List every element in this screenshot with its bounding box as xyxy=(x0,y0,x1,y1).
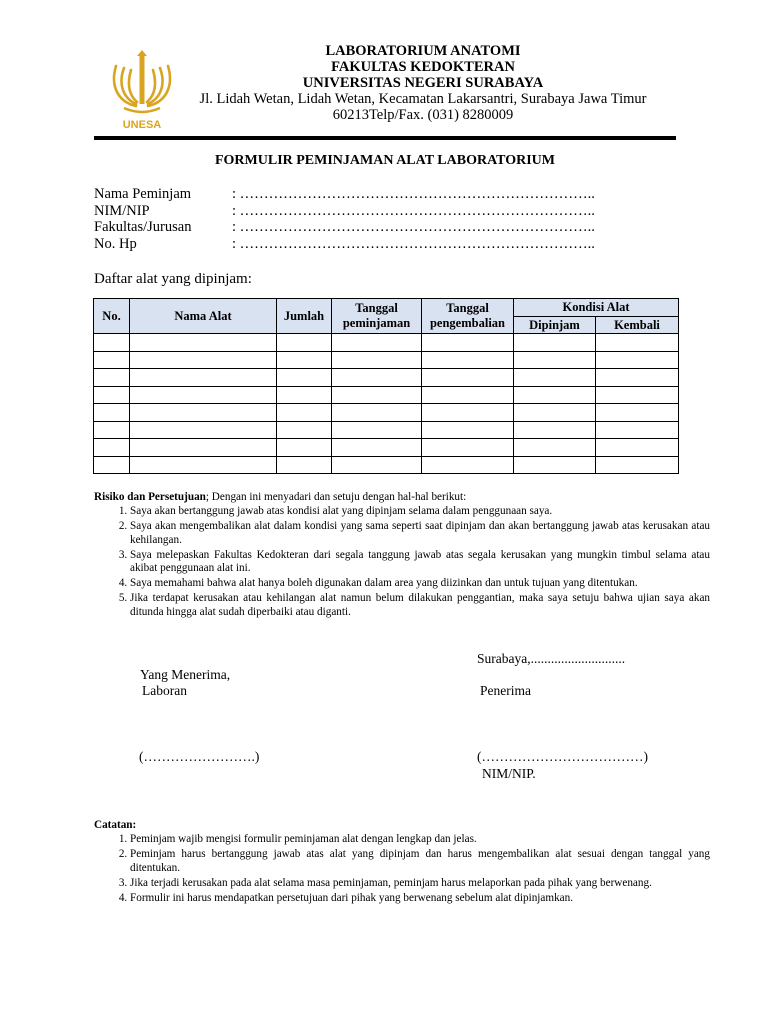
equipment-table xyxy=(93,298,679,474)
table-cell[interactable] xyxy=(596,439,679,457)
field-dots: : ……………………………………………………………….. xyxy=(232,186,595,202)
table-cell[interactable] xyxy=(277,369,332,387)
header-quantity: Jumlah xyxy=(277,299,332,334)
table-row xyxy=(94,351,679,369)
table-cell[interactable] xyxy=(130,456,277,474)
table-cell[interactable] xyxy=(332,439,422,457)
table-cell[interactable] xyxy=(596,369,679,387)
table-cell[interactable] xyxy=(514,456,596,474)
table-cell[interactable] xyxy=(514,369,596,387)
table-cell[interactable] xyxy=(130,334,277,352)
header-borrow-date-line1: Tanggal xyxy=(355,301,398,315)
field-nim-nip[interactable] xyxy=(94,203,595,220)
header-condition: Kondisi Alat xyxy=(514,299,679,317)
risk-item: 3. Saya melepaskan Fakultas Kedokteran dari segala tanggung jawab atas segala kerusakan yang mungkin timbul selama atau akibat penggunaan alat ini. xyxy=(130,549,710,576)
table-cell[interactable] xyxy=(514,421,596,439)
risk-title-bold: Risiko dan Persetujuan xyxy=(94,491,206,503)
table-cell[interactable] xyxy=(94,421,130,439)
table-cell[interactable] xyxy=(422,456,514,474)
table-cell[interactable] xyxy=(130,369,277,387)
table-cell[interactable] xyxy=(130,439,277,457)
table-cell[interactable] xyxy=(596,386,679,404)
table-cell[interactable] xyxy=(332,369,422,387)
note-item: 2. Peminjam harus bertanggung jawab atas alat yang dipinjam dan harus mengembalikan alat sesuai dengan tanggal yang ditentukan. xyxy=(130,848,710,875)
table-cell[interactable] xyxy=(422,369,514,387)
faculty-name: FAKULTAS KEDOKTERAN xyxy=(331,59,515,75)
table-cell[interactable] xyxy=(94,404,130,422)
left-signer-role: Laboran xyxy=(142,683,187,698)
table-cell[interactable] xyxy=(332,386,422,404)
table-cell[interactable] xyxy=(422,386,514,404)
table-cell[interactable] xyxy=(514,404,596,422)
left-signer-title: Yang Menerima, xyxy=(140,667,231,682)
institution-header xyxy=(184,43,662,123)
table-cell[interactable] xyxy=(277,456,332,474)
table-cell[interactable] xyxy=(130,404,277,422)
table-cell[interactable] xyxy=(277,351,332,369)
logo-text: UNESA xyxy=(122,119,162,131)
university-name: UNIVERSITAS NEGERI SURABAYA xyxy=(302,75,544,91)
table-cell[interactable] xyxy=(94,386,130,404)
table-cell[interactable] xyxy=(94,439,130,457)
risk-title xyxy=(94,491,466,503)
equipment-list-title: Daftar alat yang dipinjam: xyxy=(94,271,252,287)
header-borrowed: Dipinjam xyxy=(514,317,596,334)
table-cell[interactable] xyxy=(277,386,332,404)
table-cell[interactable] xyxy=(422,421,514,439)
table-cell[interactable] xyxy=(422,334,514,352)
field-borrower-name[interactable] xyxy=(94,186,595,203)
header-return-date xyxy=(422,299,514,334)
table-cell[interactable] xyxy=(94,369,130,387)
table-cell[interactable] xyxy=(596,334,679,352)
field-label: Fakultas/Jurusan xyxy=(94,219,192,235)
table-cell[interactable] xyxy=(422,404,514,422)
risk-item: 2. Saya akan mengembalikan alat dalam kondisi yang sama seperti saat dipinjam dan akan bertanggung jawab atas kerusakan atau kehilangan. xyxy=(130,520,710,547)
table-cell[interactable] xyxy=(277,421,332,439)
table-cell[interactable] xyxy=(332,421,422,439)
notes-list xyxy=(94,833,710,907)
table-cell[interactable] xyxy=(332,351,422,369)
table-cell[interactable] xyxy=(130,386,277,404)
table-cell[interactable] xyxy=(514,351,596,369)
table-cell[interactable] xyxy=(94,456,130,474)
risk-item: 5. Jika terdapat kerusakan atau kehilangan alat namun belum dilakukan penggantian, maka saya setuju bahwa ujian saya akan ditunda hingga alat sudah diperbaiki atau diganti. xyxy=(130,592,710,619)
note-item: 1. Peminjam wajib mengisi formulir peminjaman alat dengan lengkap dan jelas. xyxy=(130,833,710,847)
field-phone[interactable] xyxy=(94,236,595,253)
field-dots: : ……………………………………………………………….. xyxy=(232,236,595,252)
table-cell[interactable] xyxy=(94,351,130,369)
notes-title: Catatan: xyxy=(94,819,137,831)
field-dots: : ……………………………………………………………….. xyxy=(232,203,595,219)
address-line-1: Jl. Lidah Wetan, Lidah Wetan, Kecamatan Lakarsantri, Surabaya Jawa Timur xyxy=(199,91,647,107)
table-cell[interactable] xyxy=(332,334,422,352)
risk-item: 4. Saya memahami bahwa alat hanya boleh digunakan dalam area yang diizinkan dan untuk tujuan yang ditentukan. xyxy=(130,577,710,591)
table-cell[interactable] xyxy=(514,386,596,404)
unesa-logo xyxy=(100,48,184,132)
table-cell[interactable] xyxy=(422,439,514,457)
right-signer-role: Penerima xyxy=(480,683,531,698)
risk-item: 1. Saya akan bertanggung jawab atas kondisi alat yang dipinjam selama dalam penggunaan saya. xyxy=(130,505,710,519)
field-label: Nama Peminjam xyxy=(94,186,192,202)
table-row xyxy=(94,421,679,439)
table-row xyxy=(94,369,679,387)
lab-name: LABORATORIUM ANATOMI xyxy=(325,43,521,59)
table-cell[interactable] xyxy=(277,404,332,422)
table-cell[interactable] xyxy=(130,421,277,439)
risk-list xyxy=(94,505,710,621)
note-item: 4. Formulir ini harus mendapatkan persetujuan dari pihak yang berwenang sebelum alat dipinjamkan. xyxy=(130,892,710,906)
address-line-2: 60213Telp/Fax. (031) 8280009 xyxy=(332,107,514,123)
header-borrow-date xyxy=(332,299,422,334)
table-cell[interactable] xyxy=(277,334,332,352)
table-cell[interactable] xyxy=(514,439,596,457)
header-no: No. xyxy=(94,299,130,334)
note-item: 3. Jika terjadi kerusakan pada alat selama masa peminjaman, peminjam harus melaporkan pada pihak yang berwenang. xyxy=(130,877,710,891)
table-cell[interactable] xyxy=(332,456,422,474)
header-borrow-date-line2: peminjaman xyxy=(342,316,411,330)
table-row xyxy=(94,439,679,457)
place-date-line[interactable]: Surabaya,............................ xyxy=(477,651,626,666)
table-row xyxy=(94,386,679,404)
right-signer-id: NIM/NIP. xyxy=(482,766,536,781)
table-cell[interactable] xyxy=(514,334,596,352)
field-label: No. Hp xyxy=(94,236,137,252)
table-cell[interactable] xyxy=(596,351,679,369)
field-label: NIM/NIP xyxy=(94,203,150,219)
table-cell[interactable] xyxy=(130,351,277,369)
table-row xyxy=(94,404,679,422)
left-signature-blank[interactable]: (…………………….) xyxy=(139,749,260,764)
table-cell[interactable] xyxy=(277,439,332,457)
table-cell[interactable] xyxy=(94,334,130,352)
table-cell[interactable] xyxy=(596,421,679,439)
header-return-date-line2: pengembalian xyxy=(429,316,505,330)
field-dots: : ……………………………………………………………….. xyxy=(232,219,595,235)
table-cell[interactable] xyxy=(422,351,514,369)
header-divider xyxy=(94,136,676,140)
right-signature-blank[interactable]: (………………………………) xyxy=(477,749,648,764)
header-equipment-name: Nama Alat xyxy=(130,299,277,334)
table-row xyxy=(94,334,679,352)
header-return-date-line1: Tanggal xyxy=(446,301,489,315)
field-faculty-department[interactable] xyxy=(94,219,595,236)
table-cell[interactable] xyxy=(596,404,679,422)
risk-title-rest: ; Dengan ini menyadari dan setuju dengan hal-hal berikut: xyxy=(205,491,467,503)
header-returned: Kembali xyxy=(596,317,679,334)
table-body xyxy=(94,334,679,474)
table-cell[interactable] xyxy=(332,404,422,422)
table-row xyxy=(94,456,679,474)
table-cell[interactable] xyxy=(596,456,679,474)
form-title: FORMULIR PEMINJAMAN ALAT LABORATORIUM xyxy=(214,153,556,168)
